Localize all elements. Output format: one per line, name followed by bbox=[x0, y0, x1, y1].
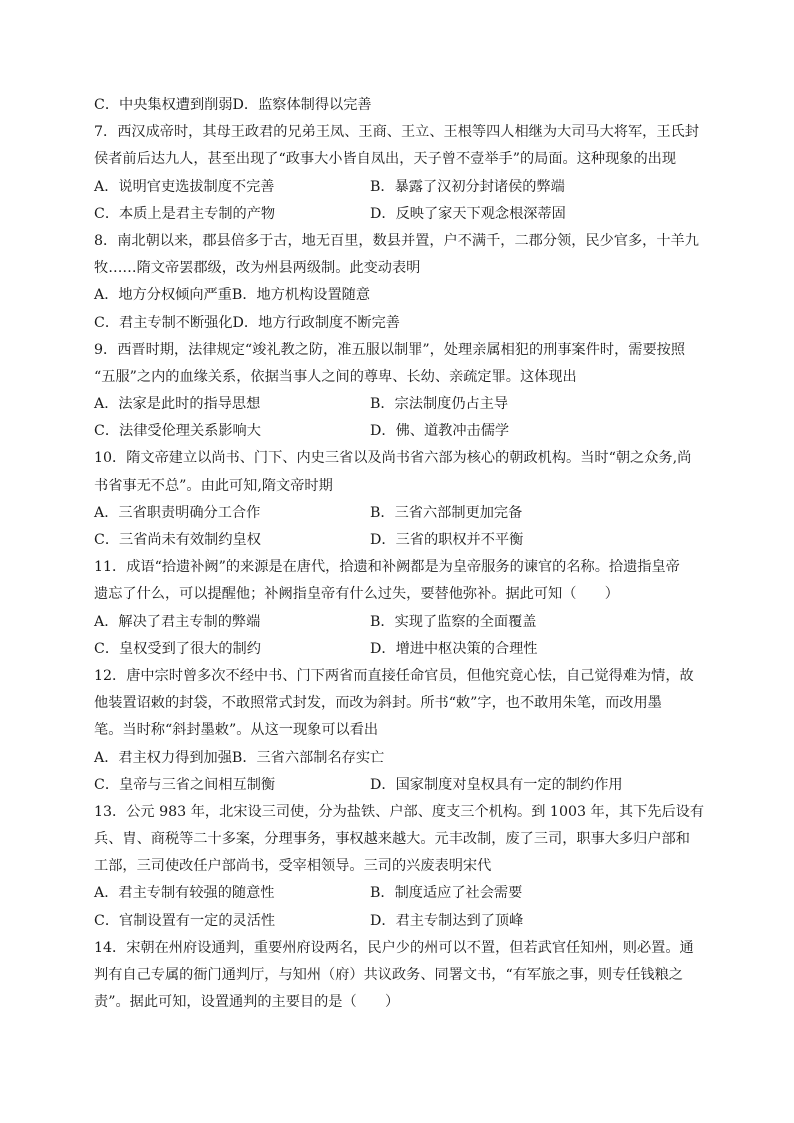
answer-option: D．国家制度对皇权具有一定的制约作用 bbox=[370, 776, 623, 793]
answer-options-row bbox=[94, 880, 704, 907]
text-line: 10．隋文帝建立以尚书、门下、内史三省以及尚书省六部为核心的朝政机构。当时“朝之众务,尚 bbox=[94, 450, 692, 467]
text-line: A．地方分权倾向严重B．地方机构设置随意 bbox=[94, 287, 371, 304]
answer-options-row bbox=[94, 500, 704, 527]
text-line: 9．西晋时期，法律规定“竣礼教之防，准五服以制罪”，处理亲属相犯的刑事案件时，需要按照 bbox=[94, 341, 686, 358]
answer-option: B．实现了监察的全面覆盖 bbox=[370, 613, 537, 630]
text-line: 侯者前后达九人，甚至出现了“政事大小皆自凤出，天子曾不壹举手”的局面。这种现象的出现 bbox=[94, 151, 677, 168]
text-line: 12．唐中宗时曾多次不经中书、门下两省而直接任命官员，但他究竟心怯，自己觉得难为情，故 bbox=[94, 667, 694, 684]
text-line: 8．南北朝以来，郡县倍多于古，地无百里，数县并置，户不满千，二郡分领，民少官多，十羊九 bbox=[94, 232, 699, 249]
text-line: 7．西汉成帝时，其母王政君的兄弟王凤、王商、王立、王根等四人相继为大司马大将军，王氏封 bbox=[94, 124, 699, 141]
answer-option: C．本质上是君主专制的产物 bbox=[94, 205, 276, 222]
answer-option: A．三省职责明确分工合作 bbox=[94, 504, 261, 521]
answer-options-row bbox=[94, 636, 704, 663]
answer-options-row bbox=[94, 908, 704, 935]
answer-option: B．三省六部制更加完备 bbox=[370, 504, 523, 521]
answer-option: D．佛、道教冲击儒学 bbox=[370, 423, 510, 440]
text-line: 14．宋朝在州府设通判，重要州府设两名，民户少的州可以不置，但若武官任知州，则必置。通 bbox=[94, 939, 694, 956]
answer-options-row bbox=[94, 772, 704, 799]
exam-page bbox=[94, 92, 704, 1016]
answer-option: B．制度适应了社会需要 bbox=[370, 885, 523, 902]
answer-options-row bbox=[94, 527, 704, 554]
text-line: 遗忘了什么，可以提醒他；补阙指皇帝有什么过失，要替他弥补。据此可知（ ） bbox=[94, 586, 619, 603]
answer-option: B．暴露了汉初分封诸侯的弊端 bbox=[370, 178, 565, 195]
answer-options-row bbox=[94, 609, 704, 636]
answer-option: C．三省尚未有效制约皇权 bbox=[94, 532, 261, 548]
text-line: 判有自己专属的衙门通判厅，与知州（府）共议政务、同署文书，“有军旅之事，则专任钱粮之 bbox=[94, 967, 683, 983]
answer-option: D．增进中枢决策的合理性 bbox=[370, 640, 538, 657]
text-line: 11．成语“拾遗补阙”的来源是在唐代，拾遗和补阙都是为皇帝服务的谏官的名称。拾遗指皇帝 bbox=[94, 559, 680, 576]
answer-options-row bbox=[94, 201, 704, 228]
text-line: “五服”之内的血缘关系，依据当事人之间的尊卑、长幼、亲疏定罪。这体现出 bbox=[94, 368, 577, 385]
answer-option: C．法律受伦理关系影响大 bbox=[94, 423, 261, 440]
text-line: 书省事无不总”。由此可知,隋文帝时期 bbox=[94, 477, 333, 494]
answer-option: D．反映了家天下观念根深蒂固 bbox=[370, 205, 566, 222]
answer-option: A．说明官吏选拔制度不完善 bbox=[94, 178, 275, 195]
answer-option: C．皇权受到了很大的制约 bbox=[94, 640, 261, 657]
text-line: C．中央集权遭到削弱D．监察体制得以完善 bbox=[94, 97, 372, 113]
answer-options-row bbox=[94, 174, 704, 201]
answer-options-row bbox=[94, 418, 704, 445]
text-line: 兵、胄、商税等二十多案，分理事务，事权越来越大。元丰改制，废了三司，职事大多归户部和 bbox=[94, 831, 690, 848]
text-line: C．君主专制不断强化D．地方行政制度不断完善 bbox=[94, 314, 400, 331]
text-line: 责”。据此可知，设置通判的主要目的是（ ） bbox=[94, 994, 400, 1011]
answer-option: D．三省的职权并不平衡 bbox=[370, 532, 524, 548]
answer-option: D．君主专制达到了顶峰 bbox=[370, 912, 524, 929]
text-line: 13．公元 983 年，北宋设三司使，分为盐铁、户部、度支三个机构。到 1003 年，其下先后设有 bbox=[94, 803, 705, 820]
answer-option: A．君主专制有较强的随意性 bbox=[94, 885, 275, 902]
answer-option: A．解决了君主专制的弊端 bbox=[94, 613, 261, 630]
answer-option: C．官制设置有一定的灵活性 bbox=[94, 912, 276, 929]
text-line: 他装置诏敕的封袋，不敢照常式封发，而改为斜封。所书“敕”字，也不敢用朱笔，而改用墨 bbox=[94, 695, 662, 712]
answer-option: B．宗法制度仍占主导 bbox=[370, 396, 509, 413]
text-line: 笔。当时称“斜封墨敕”。从这一现象可以看出 bbox=[94, 722, 379, 739]
answer-option: C．皇帝与三省之间相互制衡 bbox=[94, 776, 276, 793]
answer-option: A．法家是此时的指导思想 bbox=[94, 396, 261, 413]
text-line: 牧……隋文帝罢郡级，改为州县两级制。此变动表明 bbox=[94, 260, 421, 277]
text-line: 工部，三司使改任户部尚书，受宰相领导。三司的兴废表明宋代 bbox=[94, 858, 492, 875]
answer-options-row bbox=[94, 391, 704, 418]
text-line: A．君主权力得到加强B．三省六部制名存实亡 bbox=[94, 749, 385, 766]
